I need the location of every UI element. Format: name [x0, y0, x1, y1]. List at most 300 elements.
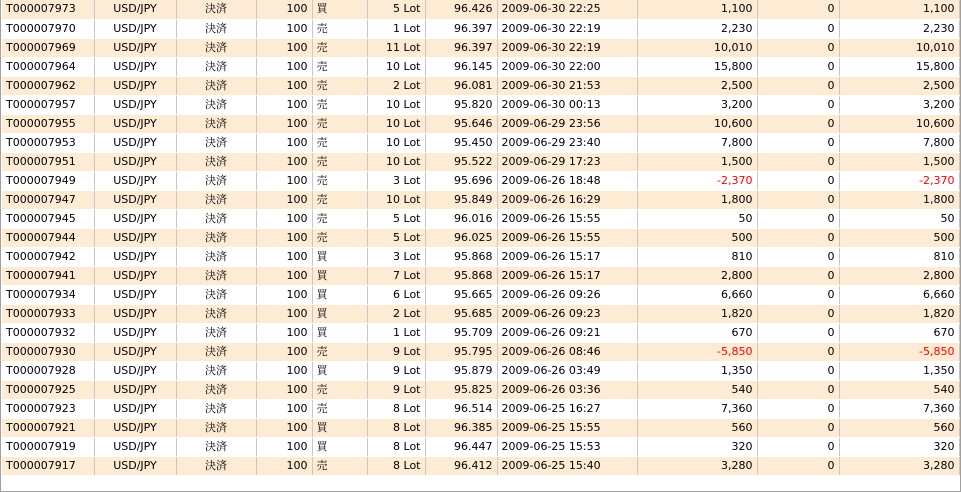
total-cell: 2,500 — [839, 76, 959, 95]
quantity-cell: 100 — [256, 399, 312, 418]
quantity-cell: 100 — [256, 171, 312, 190]
side-cell: 買 — [312, 247, 367, 266]
profit-cell: 560 — [637, 418, 757, 437]
table-row[interactable] — [2, 418, 959, 437]
lots-cell: 9 Lot — [367, 380, 425, 399]
datetime-cell: 2009-06-30 00:13 — [497, 95, 637, 114]
side-cell: 売 — [312, 38, 367, 57]
lots-cell: 5 Lot — [367, 209, 425, 228]
lots-cell: 6 Lot — [367, 285, 425, 304]
table-row[interactable] — [2, 399, 959, 418]
price-cell: 95.868 — [425, 247, 497, 266]
swap-cell: 0 — [757, 152, 839, 171]
trade-type-cell: 決済 — [176, 190, 256, 209]
lots-cell: 5 Lot — [367, 0, 425, 19]
quantity-cell: 100 — [256, 95, 312, 114]
total-cell: 2,800 — [839, 266, 959, 285]
lots-cell: 1 Lot — [367, 19, 425, 38]
datetime-cell: 2009-06-25 15:55 — [497, 418, 637, 437]
side-cell: 買 — [312, 323, 367, 342]
datetime-cell: 2009-06-26 15:55 — [497, 209, 637, 228]
trade-type-cell: 決済 — [176, 171, 256, 190]
price-cell: 96.412 — [425, 456, 497, 475]
total-cell: 6,660 — [839, 285, 959, 304]
price-cell: 96.081 — [425, 76, 497, 95]
order-id-cell: T000007928 — [2, 361, 94, 380]
total-cell: 50 — [839, 209, 959, 228]
currency-pair-cell: USD/JPY — [94, 0, 176, 19]
swap-cell: 0 — [757, 304, 839, 323]
swap-cell: 0 — [757, 190, 839, 209]
quantity-cell: 100 — [256, 209, 312, 228]
order-id-cell: T000007973 — [2, 0, 94, 19]
table-row[interactable] — [2, 437, 959, 456]
profit-cell: 810 — [637, 247, 757, 266]
table-row[interactable] — [2, 228, 959, 247]
profit-cell: -2,370 — [637, 171, 757, 190]
swap-cell: 0 — [757, 114, 839, 133]
currency-pair-cell: USD/JPY — [94, 114, 176, 133]
lots-cell: 9 Lot — [367, 361, 425, 380]
side-cell: 売 — [312, 399, 367, 418]
side-cell: 売 — [312, 19, 367, 38]
currency-pair-cell: USD/JPY — [94, 190, 176, 209]
lots-cell: 3 Lot — [367, 247, 425, 266]
trade-type-cell: 決済 — [176, 76, 256, 95]
lots-cell: 1 Lot — [367, 323, 425, 342]
datetime-cell: 2009-06-25 16:27 — [497, 399, 637, 418]
table-row[interactable] — [2, 456, 959, 475]
order-id-cell: T000007933 — [2, 304, 94, 323]
lots-cell: 3 Lot — [367, 171, 425, 190]
trade-type-cell: 決済 — [176, 285, 256, 304]
datetime-cell: 2009-06-29 23:40 — [497, 133, 637, 152]
datetime-cell: 2009-06-26 03:49 — [497, 361, 637, 380]
lots-cell: 10 Lot — [367, 133, 425, 152]
order-id-cell: T000007964 — [2, 57, 94, 76]
datetime-cell: 2009-06-26 18:48 — [497, 171, 637, 190]
order-id-cell: T000007945 — [2, 209, 94, 228]
lots-cell: 2 Lot — [367, 76, 425, 95]
profit-cell: 1,500 — [637, 152, 757, 171]
lots-cell: 2 Lot — [367, 304, 425, 323]
lots-cell: 5 Lot — [367, 228, 425, 247]
side-cell: 売 — [312, 114, 367, 133]
price-cell: 95.820 — [425, 95, 497, 114]
price-cell: 95.879 — [425, 361, 497, 380]
order-id-cell: T000007962 — [2, 76, 94, 95]
price-cell: 95.868 — [425, 266, 497, 285]
swap-cell: 0 — [757, 133, 839, 152]
quantity-cell: 100 — [256, 114, 312, 133]
trade-type-cell: 決済 — [176, 152, 256, 171]
datetime-cell: 2009-06-26 08:46 — [497, 342, 637, 361]
quantity-cell: 100 — [256, 57, 312, 76]
profit-cell: 1,100 — [637, 0, 757, 19]
quantity-cell: 100 — [256, 76, 312, 95]
swap-cell: 0 — [757, 19, 839, 38]
swap-cell: 0 — [757, 95, 839, 114]
currency-pair-cell: USD/JPY — [94, 361, 176, 380]
profit-cell: 6,660 — [637, 285, 757, 304]
total-cell: 1,820 — [839, 304, 959, 323]
side-cell: 買 — [312, 266, 367, 285]
profit-cell: 1,800 — [637, 190, 757, 209]
price-cell: 96.397 — [425, 19, 497, 38]
total-cell: -2,370 — [839, 171, 959, 190]
lots-cell: 10 Lot — [367, 190, 425, 209]
swap-cell: 0 — [757, 0, 839, 19]
price-cell: 95.696 — [425, 171, 497, 190]
order-id-cell: T000007932 — [2, 323, 94, 342]
datetime-cell: 2009-06-26 09:23 — [497, 304, 637, 323]
currency-pair-cell: USD/JPY — [94, 304, 176, 323]
datetime-cell: 2009-06-30 22:19 — [497, 19, 637, 38]
side-cell: 売 — [312, 76, 367, 95]
table-row[interactable] — [2, 304, 959, 323]
side-cell: 買 — [312, 0, 367, 19]
quantity-cell: 100 — [256, 456, 312, 475]
side-cell: 買 — [312, 285, 367, 304]
datetime-cell: 2009-06-30 22:00 — [497, 57, 637, 76]
side-cell: 買 — [312, 304, 367, 323]
profit-cell: 2,800 — [637, 266, 757, 285]
side-cell: 売 — [312, 342, 367, 361]
price-cell: 95.685 — [425, 304, 497, 323]
price-cell: 96.385 — [425, 418, 497, 437]
datetime-cell: 2009-06-25 15:53 — [497, 437, 637, 456]
swap-cell: 0 — [757, 323, 839, 342]
order-id-cell: T000007955 — [2, 114, 94, 133]
price-cell: 96.514 — [425, 399, 497, 418]
quantity-cell: 100 — [256, 190, 312, 209]
quantity-cell: 100 — [256, 418, 312, 437]
currency-pair-cell: USD/JPY — [94, 209, 176, 228]
lots-cell: 10 Lot — [367, 95, 425, 114]
price-cell: 96.016 — [425, 209, 497, 228]
lots-cell: 10 Lot — [367, 152, 425, 171]
order-id-cell: T000007944 — [2, 228, 94, 247]
side-cell: 売 — [312, 190, 367, 209]
table-row[interactable] — [2, 19, 959, 38]
quantity-cell: 100 — [256, 133, 312, 152]
datetime-cell: 2009-06-26 09:26 — [497, 285, 637, 304]
order-id-cell: T000007957 — [2, 95, 94, 114]
total-cell: 7,360 — [839, 399, 959, 418]
order-id-cell: T000007930 — [2, 342, 94, 361]
currency-pair-cell: USD/JPY — [94, 380, 176, 399]
profit-cell: 3,280 — [637, 456, 757, 475]
table-row[interactable] — [2, 171, 959, 190]
side-cell: 売 — [312, 171, 367, 190]
order-id-cell: T000007919 — [2, 437, 94, 456]
profit-cell: 1,820 — [637, 304, 757, 323]
quantity-cell: 100 — [256, 266, 312, 285]
table-row[interactable] — [2, 133, 959, 152]
price-cell: 95.522 — [425, 152, 497, 171]
currency-pair-cell: USD/JPY — [94, 152, 176, 171]
currency-pair-cell: USD/JPY — [94, 285, 176, 304]
profit-cell: 15,800 — [637, 57, 757, 76]
datetime-cell: 2009-06-25 15:40 — [497, 456, 637, 475]
order-id-cell: T000007934 — [2, 285, 94, 304]
datetime-cell: 2009-06-26 15:55 — [497, 228, 637, 247]
trade-type-cell: 決済 — [176, 247, 256, 266]
currency-pair-cell: USD/JPY — [94, 266, 176, 285]
trade-type-cell: 決済 — [176, 418, 256, 437]
swap-cell: 0 — [757, 57, 839, 76]
swap-cell: 0 — [757, 266, 839, 285]
order-id-cell: T000007917 — [2, 456, 94, 475]
price-cell: 96.426 — [425, 0, 497, 19]
order-id-cell: T000007969 — [2, 38, 94, 57]
total-cell: 540 — [839, 380, 959, 399]
lots-cell: 9 Lot — [367, 342, 425, 361]
order-id-cell: T000007953 — [2, 133, 94, 152]
table-row[interactable] — [2, 57, 959, 76]
table-row[interactable] — [2, 361, 959, 380]
quantity-cell: 100 — [256, 247, 312, 266]
total-cell: 10,010 — [839, 38, 959, 57]
trade-rows — [2, 0, 959, 475]
table-row[interactable] — [2, 0, 959, 19]
total-cell: 7,800 — [839, 133, 959, 152]
total-cell: 1,800 — [839, 190, 959, 209]
total-cell: 2,230 — [839, 19, 959, 38]
trade-type-cell: 決済 — [176, 437, 256, 456]
currency-pair-cell: USD/JPY — [94, 76, 176, 95]
currency-pair-cell: USD/JPY — [94, 228, 176, 247]
order-id-cell: T000007941 — [2, 266, 94, 285]
side-cell: 売 — [312, 209, 367, 228]
currency-pair-cell: USD/JPY — [94, 399, 176, 418]
datetime-cell: 2009-06-26 03:36 — [497, 380, 637, 399]
price-cell: 96.447 — [425, 437, 497, 456]
quantity-cell: 100 — [256, 437, 312, 456]
side-cell: 売 — [312, 456, 367, 475]
datetime-cell: 2009-06-29 17:23 — [497, 152, 637, 171]
datetime-cell: 2009-06-26 09:21 — [497, 323, 637, 342]
total-cell: 1,500 — [839, 152, 959, 171]
quantity-cell: 100 — [256, 380, 312, 399]
side-cell: 買 — [312, 437, 367, 456]
swap-cell: 0 — [757, 38, 839, 57]
currency-pair-cell: USD/JPY — [94, 133, 176, 152]
table-row[interactable] — [2, 323, 959, 342]
order-id-cell: T000007942 — [2, 247, 94, 266]
price-cell: 95.450 — [425, 133, 497, 152]
lots-cell: 10 Lot — [367, 57, 425, 76]
total-cell: 10,600 — [839, 114, 959, 133]
swap-cell: 0 — [757, 361, 839, 380]
trade-type-cell: 決済 — [176, 19, 256, 38]
order-id-cell: T000007951 — [2, 152, 94, 171]
datetime-cell: 2009-06-29 23:56 — [497, 114, 637, 133]
profit-cell: 500 — [637, 228, 757, 247]
profit-cell: 7,800 — [637, 133, 757, 152]
trade-type-cell: 決済 — [176, 228, 256, 247]
trade-type-cell: 決済 — [176, 380, 256, 399]
total-cell: -5,850 — [839, 342, 959, 361]
lots-cell: 11 Lot — [367, 38, 425, 57]
table-row[interactable] — [2, 95, 959, 114]
profit-cell: 320 — [637, 437, 757, 456]
table-row[interactable] — [2, 342, 959, 361]
quantity-cell: 100 — [256, 38, 312, 57]
trade-type-cell: 決済 — [176, 95, 256, 114]
trade-type-cell: 決済 — [176, 114, 256, 133]
profit-cell: 50 — [637, 209, 757, 228]
trade-type-cell: 決済 — [176, 456, 256, 475]
currency-pair-cell: USD/JPY — [94, 456, 176, 475]
profit-cell: 670 — [637, 323, 757, 342]
swap-cell: 0 — [757, 228, 839, 247]
quantity-cell: 100 — [256, 0, 312, 19]
profit-cell: 10,010 — [637, 38, 757, 57]
trade-type-cell: 決済 — [176, 0, 256, 19]
order-id-cell: T000007970 — [2, 19, 94, 38]
datetime-cell: 2009-06-30 21:53 — [497, 76, 637, 95]
order-id-cell: T000007923 — [2, 399, 94, 418]
price-cell: 95.795 — [425, 342, 497, 361]
order-id-cell: T000007947 — [2, 190, 94, 209]
total-cell: 320 — [839, 437, 959, 456]
order-id-cell: T000007921 — [2, 418, 94, 437]
price-cell: 95.849 — [425, 190, 497, 209]
swap-cell: 0 — [757, 437, 839, 456]
quantity-cell: 100 — [256, 19, 312, 38]
swap-cell: 0 — [757, 76, 839, 95]
currency-pair-cell: USD/JPY — [94, 95, 176, 114]
table-row[interactable] — [2, 247, 959, 266]
profit-cell: 540 — [637, 380, 757, 399]
profit-cell: 2,230 — [637, 19, 757, 38]
quantity-cell: 100 — [256, 361, 312, 380]
swap-cell: 0 — [757, 380, 839, 399]
total-cell: 560 — [839, 418, 959, 437]
quantity-cell: 100 — [256, 228, 312, 247]
trade-type-cell: 決済 — [176, 323, 256, 342]
total-cell: 1,100 — [839, 0, 959, 19]
swap-cell: 0 — [757, 418, 839, 437]
price-cell: 96.025 — [425, 228, 497, 247]
quantity-cell: 100 — [256, 304, 312, 323]
side-cell: 売 — [312, 133, 367, 152]
swap-cell: 0 — [757, 285, 839, 304]
currency-pair-cell: USD/JPY — [94, 19, 176, 38]
side-cell: 売 — [312, 57, 367, 76]
swap-cell: 0 — [757, 209, 839, 228]
table-row[interactable] — [2, 38, 959, 57]
lots-cell: 8 Lot — [367, 399, 425, 418]
swap-cell: 0 — [757, 247, 839, 266]
trade-type-cell: 決済 — [176, 361, 256, 380]
table-row[interactable] — [2, 152, 959, 171]
profit-cell: 1,350 — [637, 361, 757, 380]
quantity-cell: 100 — [256, 323, 312, 342]
profit-cell: 10,600 — [637, 114, 757, 133]
lots-cell: 7 Lot — [367, 266, 425, 285]
currency-pair-cell: USD/JPY — [94, 418, 176, 437]
table-row[interactable] — [2, 380, 959, 399]
trade-type-cell: 決済 — [176, 266, 256, 285]
datetime-cell: 2009-06-26 15:17 — [497, 266, 637, 285]
trade-type-cell: 決済 — [176, 209, 256, 228]
order-id-cell: T000007949 — [2, 171, 94, 190]
trade-type-cell: 決済 — [176, 133, 256, 152]
trade-type-cell: 決済 — [176, 342, 256, 361]
profit-cell: 7,360 — [637, 399, 757, 418]
side-cell: 買 — [312, 361, 367, 380]
swap-cell: 0 — [757, 171, 839, 190]
price-cell: 95.709 — [425, 323, 497, 342]
profit-cell: 3,200 — [637, 95, 757, 114]
currency-pair-cell: USD/JPY — [94, 247, 176, 266]
total-cell: 1,350 — [839, 361, 959, 380]
quantity-cell: 100 — [256, 342, 312, 361]
lots-cell: 10 Lot — [367, 114, 425, 133]
table-row[interactable] — [2, 76, 959, 95]
total-cell: 3,280 — [839, 456, 959, 475]
side-cell: 買 — [312, 418, 367, 437]
trade-history-table — [2, 0, 960, 476]
table-row[interactable] — [2, 209, 959, 228]
side-cell: 売 — [312, 152, 367, 171]
side-cell: 売 — [312, 380, 367, 399]
total-cell: 810 — [839, 247, 959, 266]
trade-type-cell: 決済 — [176, 57, 256, 76]
order-id-cell: T000007925 — [2, 380, 94, 399]
profit-cell: 2,500 — [637, 76, 757, 95]
trade-type-cell: 決済 — [176, 38, 256, 57]
swap-cell: 0 — [757, 399, 839, 418]
currency-pair-cell: USD/JPY — [94, 38, 176, 57]
lots-cell: 8 Lot — [367, 418, 425, 437]
quantity-cell: 100 — [256, 152, 312, 171]
lots-cell: 8 Lot — [367, 456, 425, 475]
side-cell: 売 — [312, 95, 367, 114]
datetime-cell: 2009-06-30 22:19 — [497, 38, 637, 57]
table-row[interactable] — [2, 114, 959, 133]
currency-pair-cell: USD/JPY — [94, 171, 176, 190]
lots-cell: 8 Lot — [367, 437, 425, 456]
datetime-cell: 2009-06-26 15:17 — [497, 247, 637, 266]
currency-pair-cell: USD/JPY — [94, 342, 176, 361]
total-cell: 3,200 — [839, 95, 959, 114]
price-cell: 96.397 — [425, 38, 497, 57]
currency-pair-cell: USD/JPY — [94, 323, 176, 342]
table-row[interactable] — [2, 190, 959, 209]
datetime-cell: 2009-06-30 22:25 — [497, 0, 637, 19]
trade-type-cell: 決済 — [176, 304, 256, 323]
table-row[interactable] — [2, 266, 959, 285]
price-cell: 96.145 — [425, 57, 497, 76]
price-cell: 95.825 — [425, 380, 497, 399]
trade-type-cell: 決済 — [176, 399, 256, 418]
total-cell: 670 — [839, 323, 959, 342]
currency-pair-cell: USD/JPY — [94, 57, 176, 76]
price-cell: 95.665 — [425, 285, 497, 304]
swap-cell: 0 — [757, 342, 839, 361]
profit-cell: -5,850 — [637, 342, 757, 361]
side-cell: 売 — [312, 228, 367, 247]
total-cell: 15,800 — [839, 57, 959, 76]
quantity-cell: 100 — [256, 285, 312, 304]
table-row[interactable] — [2, 285, 959, 304]
total-cell: 500 — [839, 228, 959, 247]
price-cell: 95.646 — [425, 114, 497, 133]
currency-pair-cell: USD/JPY — [94, 437, 176, 456]
